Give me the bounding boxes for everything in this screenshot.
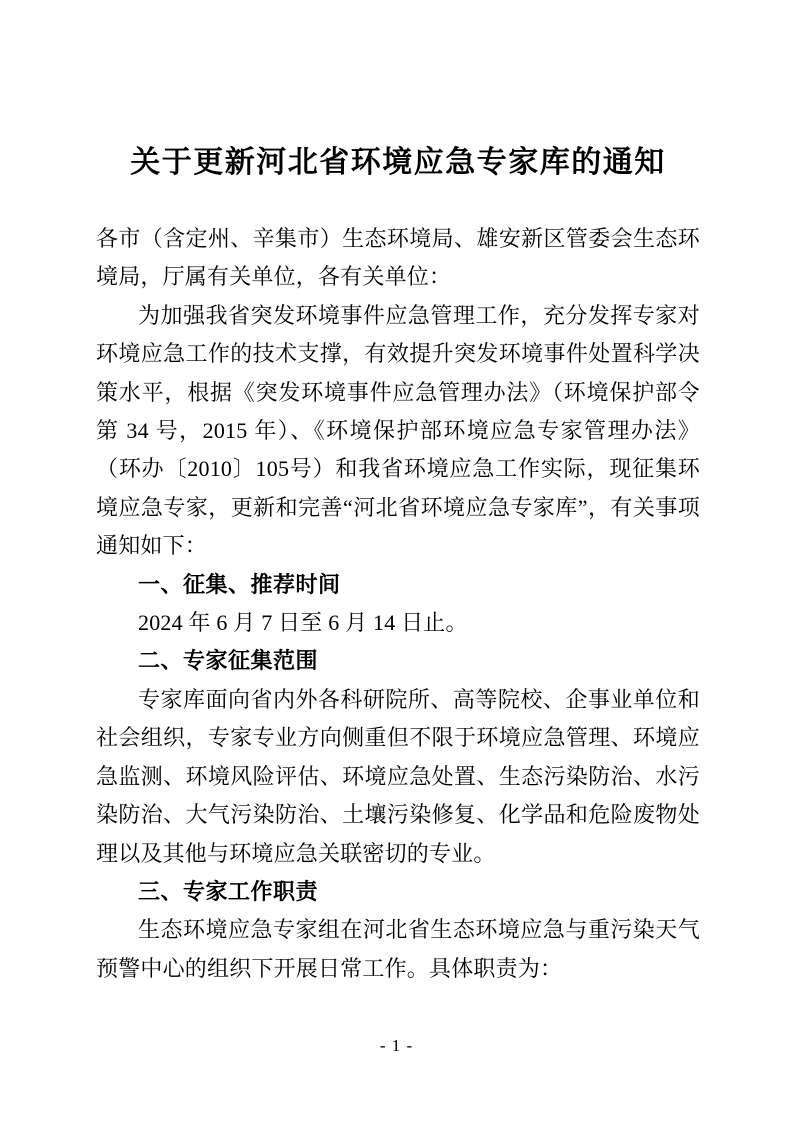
intro-paragraph: 为加强我省突发环境事件应急管理工作，充分发挥专家对环境应急工作的技术支撑，有效提升突发环境事件处置科学决策水平，根据《突发环境事件应急管理办法》（环境保护部令第 34 号，2015 年）、《环境保护部环境应急专家管理办法》（环办〔2010〕105号）和我省环境应急工作实际，现征集环境应急专家，更新和完善“河北省环境应急专家库”，有关事项通知如下： [96, 302, 700, 559]
section-2-heading: 二、专家征集范围 [138, 648, 319, 674]
section-1-body: 2024 年 6 月 7 日至 6 月 14 日止。 [138, 610, 468, 636]
section-1-heading: 一、征集、推荐时间 [138, 571, 341, 597]
section-3-heading: 三、专家工作职责 [138, 878, 319, 904]
section-2-body: 专家库面向省内外各科研院所、高等院校、企事业单位和社会组织，专家专业方向侧重但不限于环境应急管理、环境应急监测、环境风险评估、环境应急处置、生态污染防治、水污染防治、大气污染防治、土壤污染修复、化学品和危险废物处理以及其他与环境应急关联密切的专业。 [96, 686, 700, 866]
document-title: 关于更新河北省环境应急专家库的通知 [130, 146, 666, 179]
section-3-body: 生态环境应急专家组在河北省生态环境应急与重污染天气预警中心的组织下开展日常工作。具体职责为： [96, 917, 700, 981]
recipients-line: 各市（含定州、辛集市）生态环境局、雄安新区管委会生态环境局，厅属有关单位，各有关单位： [96, 226, 700, 290]
page-number: - 1 - [379, 1036, 414, 1055]
